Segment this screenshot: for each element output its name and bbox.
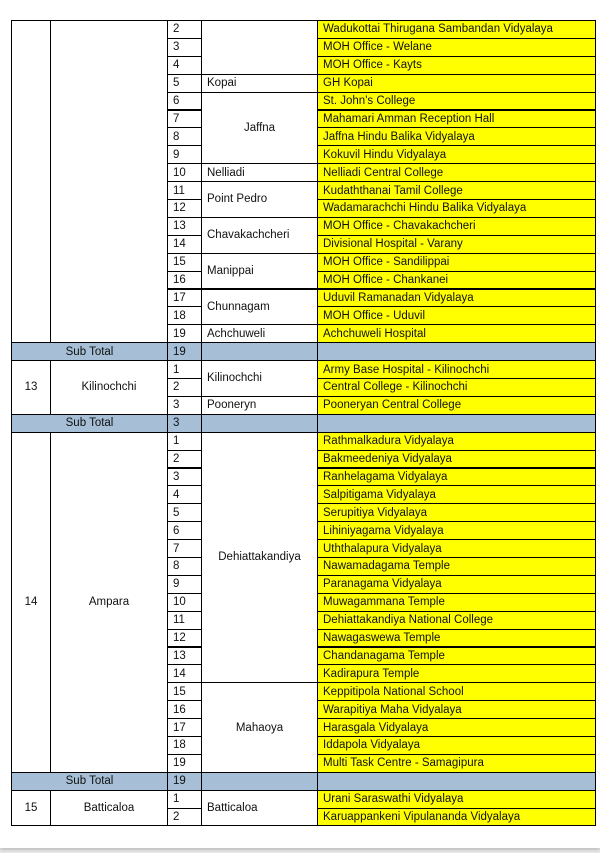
center-name: Nawagaswewa Temple xyxy=(317,629,596,648)
row-number: 12 xyxy=(167,629,202,648)
district-name: Batticaloa xyxy=(50,790,168,827)
row-number: 1 xyxy=(167,360,202,379)
row-number: 11 xyxy=(167,181,202,200)
row-number: 14 xyxy=(167,235,202,254)
center-name: Warapitiya Maha Vidyalaya xyxy=(317,700,596,719)
row-number: 18 xyxy=(167,736,202,755)
subtotal-blank xyxy=(317,772,596,791)
division-name: Point Pedro xyxy=(201,181,318,218)
center-name: Nelliadi Central College xyxy=(317,163,596,182)
district-number: 15 xyxy=(11,790,51,827)
division-name: Kilinochchi xyxy=(201,360,318,397)
center-name: Nawamadagama Temple xyxy=(317,557,596,576)
subtotal-blank xyxy=(317,342,596,361)
center-name: Multi Task Centre - Samagipura xyxy=(317,754,596,773)
district-number xyxy=(11,20,51,343)
district-name xyxy=(50,20,168,343)
center-name: Bakmeedeniya Vidyalaya xyxy=(317,450,596,469)
row-number: 2 xyxy=(167,808,202,827)
row-number: 7 xyxy=(167,110,202,129)
center-name: Keppitipola National School xyxy=(317,682,596,701)
row-number: 13 xyxy=(167,647,202,666)
row-number: 2 xyxy=(167,450,202,469)
row-number: 16 xyxy=(167,700,202,719)
division-name: Manippai xyxy=(201,253,318,290)
division-name: Batticaloa xyxy=(201,790,318,827)
center-name: MOH Office - Kayts xyxy=(317,56,596,75)
row-number: 16 xyxy=(167,271,202,290)
row-number: 10 xyxy=(167,593,202,612)
center-name: Uduvil Ramanadan Vidyalaya xyxy=(317,289,596,308)
center-name: Army Base Hospital - Kilinochchi xyxy=(317,360,596,379)
division-name: Chavakachcheri xyxy=(201,217,318,254)
row-number: 9 xyxy=(167,145,202,164)
center-name: Harasgala Vidyalaya xyxy=(317,718,596,737)
row-number: 3 xyxy=(167,38,202,57)
division-name: Achchuweli xyxy=(201,324,318,343)
center-name: Lihiniyagama Vidyalaya xyxy=(317,521,596,540)
center-name: Kadirapura Temple xyxy=(317,664,596,683)
row-number: 7 xyxy=(167,539,202,558)
row-number: 3 xyxy=(167,468,202,487)
row-number: 15 xyxy=(167,682,202,701)
district-number: 13 xyxy=(11,360,51,415)
center-name: Divisional Hospital - Varany xyxy=(317,235,596,254)
division-name: Dehiattakandiya xyxy=(201,432,318,684)
row-number: 17 xyxy=(167,718,202,737)
center-name: Kokuvil Hindu Vidyalaya xyxy=(317,145,596,164)
division-name: Pooneryn xyxy=(201,396,318,415)
division-name: Chunnagam xyxy=(201,289,318,326)
row-number: 18 xyxy=(167,306,202,325)
row-number: 1 xyxy=(167,790,202,809)
row-number: 8 xyxy=(167,127,202,146)
district-name: Ampara xyxy=(50,432,168,773)
division-name xyxy=(201,20,318,75)
center-name: Serupitiya Vidyalaya xyxy=(317,503,596,522)
row-number: 10 xyxy=(167,163,202,182)
center-name: MOH Office - Sandilippai xyxy=(317,253,596,272)
row-number: 5 xyxy=(167,503,202,522)
center-name: MOH Office - Chavakachcheri xyxy=(317,217,596,236)
center-name: Ranhelagama Vidyalaya xyxy=(317,468,596,487)
center-name: Mahamari Amman Reception Hall xyxy=(317,110,596,129)
row-number: 17 xyxy=(167,289,202,308)
row-number: 14 xyxy=(167,664,202,683)
row-number: 2 xyxy=(167,378,202,397)
subtotal-blank xyxy=(201,772,318,791)
subtotal-label: Sub Total xyxy=(11,342,168,361)
row-number: 9 xyxy=(167,575,202,594)
center-name: MOH Office - Uduvil xyxy=(317,306,596,325)
center-name: Chandanagama Temple xyxy=(317,647,596,666)
center-name: Jaffna Hindu Balika Vidyalaya xyxy=(317,127,596,146)
center-name: Uththalapura Vidyalaya xyxy=(317,539,596,558)
center-name: MOH Office - Welane xyxy=(317,38,596,57)
center-name: MOH Office - Chankanei xyxy=(317,271,596,290)
subtotal-blank xyxy=(201,414,318,433)
center-name: Rathmalkadura Vidyalaya xyxy=(317,432,596,451)
row-number: 4 xyxy=(167,56,202,75)
subtotal-label: Sub Total xyxy=(11,772,168,791)
row-number: 6 xyxy=(167,92,202,111)
row-number: 4 xyxy=(167,485,202,504)
center-name: Iddapola Vidyalaya xyxy=(317,736,596,755)
division-name: Nelliadi xyxy=(201,163,318,182)
subtotal-blank xyxy=(201,342,318,361)
center-name: Kudaththanai Tamil College xyxy=(317,181,596,200)
row-number: 8 xyxy=(167,557,202,576)
center-name: Achchuweli Hospital xyxy=(317,324,596,343)
row-number: 1 xyxy=(167,432,202,451)
center-name: Pooneryan Central College xyxy=(317,396,596,415)
row-number: 6 xyxy=(167,521,202,540)
subtotal-blank xyxy=(317,414,596,433)
row-number: 13 xyxy=(167,217,202,236)
row-number: 15 xyxy=(167,253,202,272)
center-name: St. John's College xyxy=(317,92,596,111)
center-name: Central College - Kilinochchi xyxy=(317,378,596,397)
subtotal-value: 19 xyxy=(167,342,202,361)
row-number: 19 xyxy=(167,324,202,343)
center-name: Wadukottai Thirugana Sambandan Vidyalaya xyxy=(317,20,596,39)
row-number: 2 xyxy=(167,20,202,39)
row-number: 19 xyxy=(167,754,202,773)
center-name: Paranagama Vidyalaya xyxy=(317,575,596,594)
district-number: 14 xyxy=(11,432,51,773)
row-number: 5 xyxy=(167,74,202,93)
center-name: Dehiattakandiya National College xyxy=(317,611,596,630)
center-name: GH Kopai xyxy=(317,74,596,93)
subtotal-value: 3 xyxy=(167,414,202,433)
center-name: Karuappankeni Vipulananda Vidyalaya xyxy=(317,808,596,827)
division-name: Jaffna xyxy=(201,92,318,165)
center-name: Muwagammana Temple xyxy=(317,593,596,612)
row-number: 3 xyxy=(167,396,202,415)
subtotal-label: Sub Total xyxy=(11,414,168,433)
center-name: Urani Saraswathi Vidyalaya xyxy=(317,790,596,809)
center-name: Salpitigama Vidyalaya xyxy=(317,485,596,504)
district-name: Kilinochchi xyxy=(50,360,168,415)
row-number: 12 xyxy=(167,199,202,218)
division-name: Mahaoya xyxy=(201,682,318,773)
division-name: Kopai xyxy=(201,74,318,93)
row-number: 11 xyxy=(167,611,202,630)
center-name: Wadamarachchi Hindu Balika Vidyalaya xyxy=(317,199,596,218)
subtotal-value: 19 xyxy=(167,772,202,791)
